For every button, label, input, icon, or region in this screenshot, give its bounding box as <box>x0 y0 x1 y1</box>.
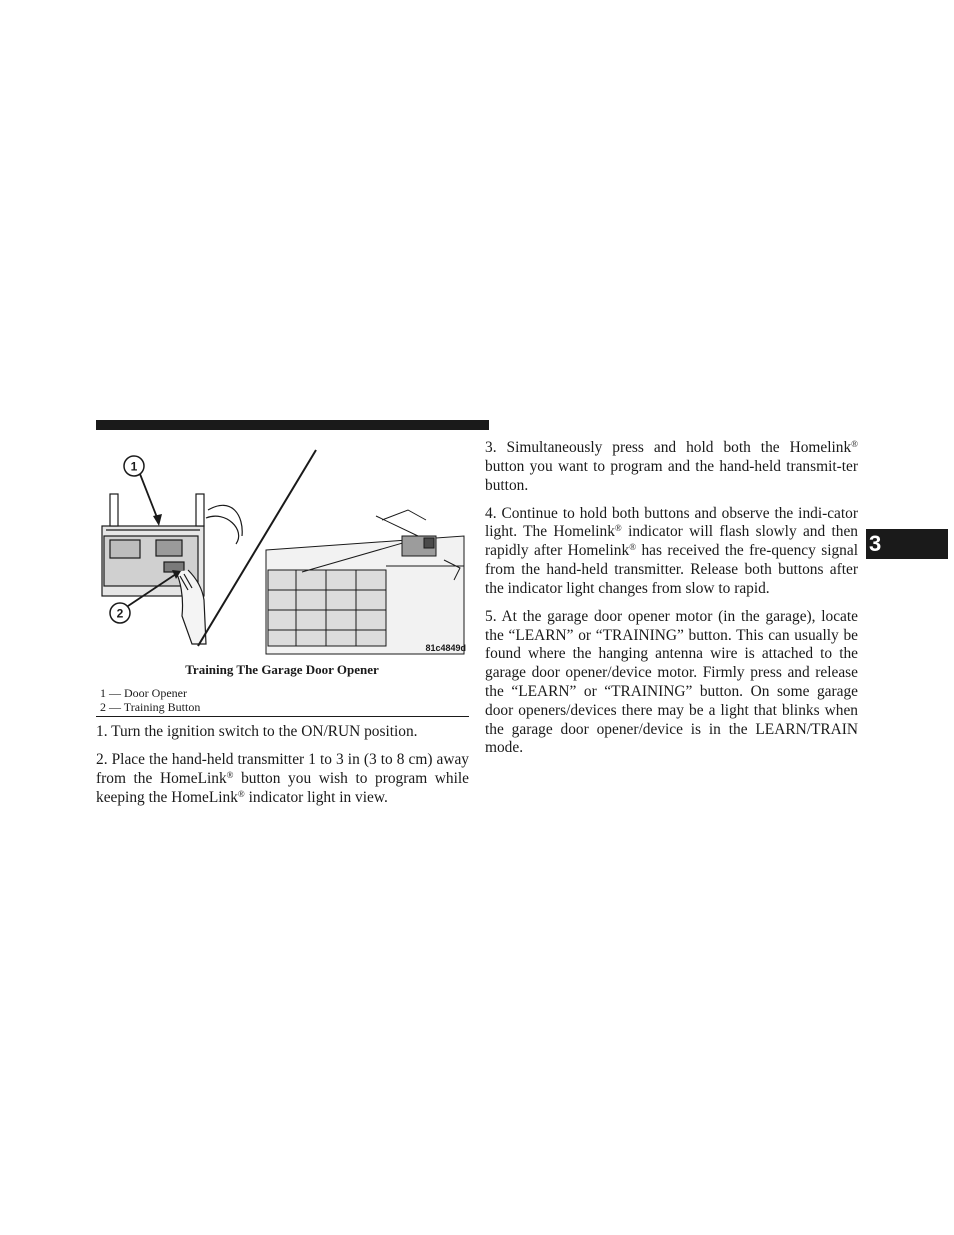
step-3: 3. Simultaneously press and hold both the Homelink® button you want to program and the hand-held transmit-ter button. <box>485 439 858 494</box>
figure-code: 81c4849d <box>425 643 466 653</box>
section-header-bar <box>96 420 489 430</box>
callout-2-number: 2 <box>116 606 124 621</box>
callout-1 <box>124 456 162 526</box>
left-column <box>96 723 469 817</box>
registered-mark: ® <box>629 542 637 553</box>
legend-divider <box>96 716 469 717</box>
right-column <box>485 439 858 767</box>
registered-mark: ® <box>237 788 245 799</box>
step-5: 5. At the garage door opener motor (in the garage), locate the “LEARN” or “TRAINING” button. This can usually be found where the hanging antenna wire is attached to the garage door opener/device motor. Firmly press and release the “LEARN” or “TRAINING” button. On some garage door openers/devices there may be a light that blinks when the garage door opener/device is in the LEARN/TRAIN mode. <box>485 607 858 757</box>
registered-mark: ® <box>851 439 858 449</box>
figure-legend <box>100 686 200 714</box>
garage-illustration <box>266 510 464 654</box>
legend-item-door-opener: 1 — Door Opener <box>100 686 187 700</box>
registered-mark: ® <box>226 769 234 780</box>
registered-mark: ® <box>614 523 622 534</box>
step-2: 2. Place the hand-held transmitter 1 to 3 in (3 to 8 cm) away from the HomeLink® button you wish to program while keeping the HomeLink® indicator light in view. <box>96 750 469 806</box>
callout-1-number: 1 <box>130 459 138 474</box>
figure-caption: Training The Garage Door Opener <box>185 662 379 677</box>
step-4: 4. Continue to hold both buttons and observe the indi-cator light. The Homelink® indicator will flash slowly and then rapidly after Homelink® has received the fre-quency signal from the hand-held transmitter. Release both buttons after the indicator light changes from slow to rapid. <box>485 504 859 597</box>
legend-item-training-button: 2 — Training Button <box>100 700 201 714</box>
step-1: 1. Turn the ignition switch to the ON/RUN position. <box>96 723 418 740</box>
chapter-tab: 3 <box>866 529 948 559</box>
garage-door-opener-figure <box>96 440 468 658</box>
